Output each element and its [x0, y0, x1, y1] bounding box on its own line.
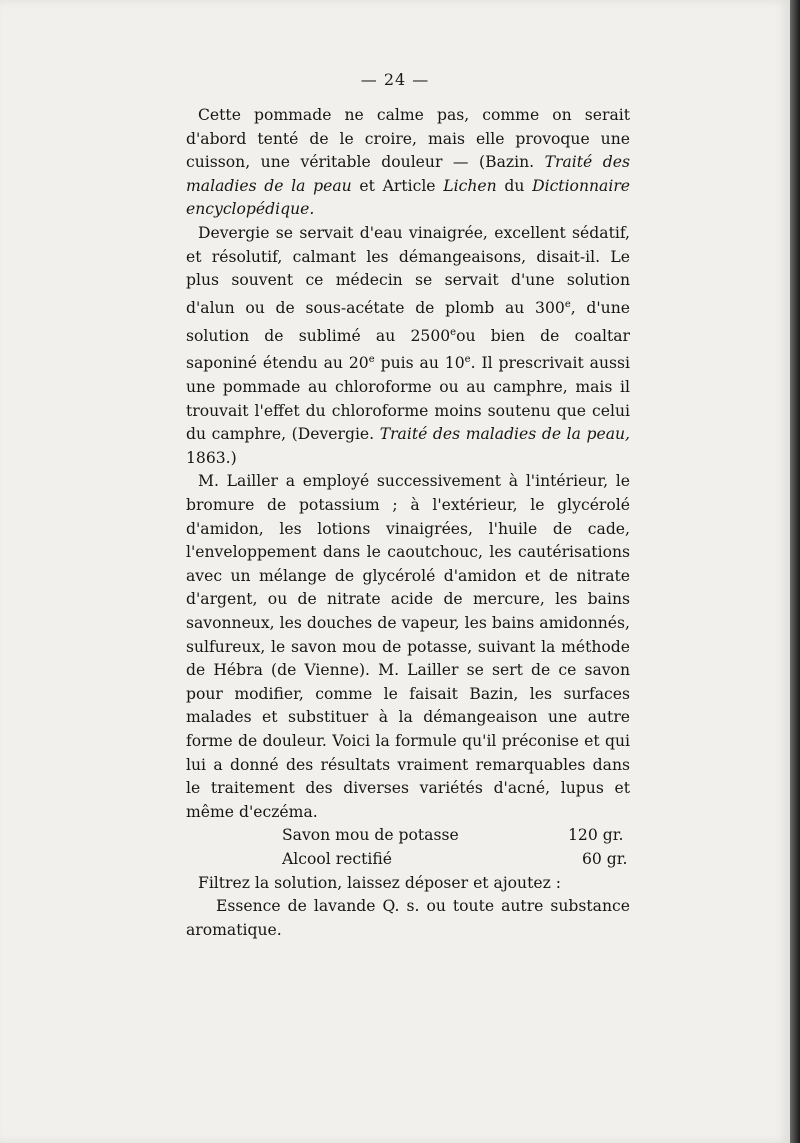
text-segment: , d'une solution de sublimé au 2500 — [186, 298, 630, 345]
text-segment: Devergie se servait d'eau vinaigrée, excellent sédatif, et résolutif, calmant les démangeaisons, disait-il. Le plus souvent ce médecin se servait d'une solution d'alun ou de sous-acétate de plomb au 300 — [186, 223, 630, 317]
page-edge-shadow — [790, 0, 800, 1143]
superscript: e — [464, 354, 471, 366]
text-segment: puis au 10 — [374, 354, 465, 373]
text-segment: ou bien de coaltar saponiné étendu au 20 — [186, 326, 630, 373]
italic-text: Dictionnaire encyclopédique. — [186, 176, 630, 219]
superscript: e — [564, 298, 571, 310]
paragraph — [186, 104, 630, 222]
recipe-row — [186, 848, 630, 872]
paragraph — [186, 222, 630, 471]
text-segment: M. Lailler a employé successivement à l'intérieur, le bromure de potassium ; à l'extérieur, le glycérolé d'amidon, les lotions vinaigrées, l'huile de cade, l'enveloppement dans le caoutchouc, les cautérisations avec un mélange de glycérolé d'amidon et de nitrate d'argent, ou de nitrate acide de mercure, les bains savonneux, les douches de vapeur, les bains amidonnés, sulfureux, le savon mou de potasse, suivant la méthode de Hébra (de Vienne). M. Lailler se sert de ce savon pour modifier, comme le faisait Bazin, les surfaces malades et substituer à la démangeaison une autre forme de douleur. Voici la formule qu'il préconise et qui lui a donné des résultats vraiment remarquables dans le traitement des diverses variétés d'acné, lupus et même d'eczéma. — [186, 472, 630, 821]
text-segment: 1863.) — [186, 448, 237, 467]
instruction-line: Filtrez la solution, laissez déposer et ajoutez : — [198, 873, 562, 892]
recipe-row — [186, 824, 630, 848]
text-segment: du — [496, 176, 533, 195]
superscript: e — [368, 354, 375, 366]
text-segment: et Article — [351, 176, 444, 195]
italic-text: Traité des maladies de la peau — [186, 153, 630, 195]
recipe-ingredient: Savon mou de potasse — [282, 826, 459, 845]
superscript: e — [450, 326, 457, 338]
recipe-quantity: 120 gr. — [568, 826, 624, 845]
italic-text: Traité des maladies de la peau, — [379, 425, 630, 444]
italic-text: Lichen — [443, 176, 497, 195]
paragraph — [186, 470, 630, 824]
instruction-line: Essence de lavande Q. s. ou toute autre substance aromatique. — [186, 897, 630, 939]
text-segment: . Il prescrivait aussi une pommade au chloroforme ou au camphre, mais il trouvait l'effet du chloroforme moins soutenu que celui du camphre, (Devergie. — [186, 354, 630, 444]
text-segment: Cette pommade ne calme pas, comme on serait d'abord tenté de le croire, mais elle provoque une cuisson, une véritable douleur — (Bazin. — [186, 106, 630, 172]
body-text — [186, 104, 630, 942]
recipe-quantity: 60 gr. — [582, 849, 628, 868]
page-number: — 24 — — [360, 70, 430, 89]
recipe-ingredient: Alcool rectifié — [282, 849, 393, 868]
recipe-formula — [186, 824, 630, 871]
